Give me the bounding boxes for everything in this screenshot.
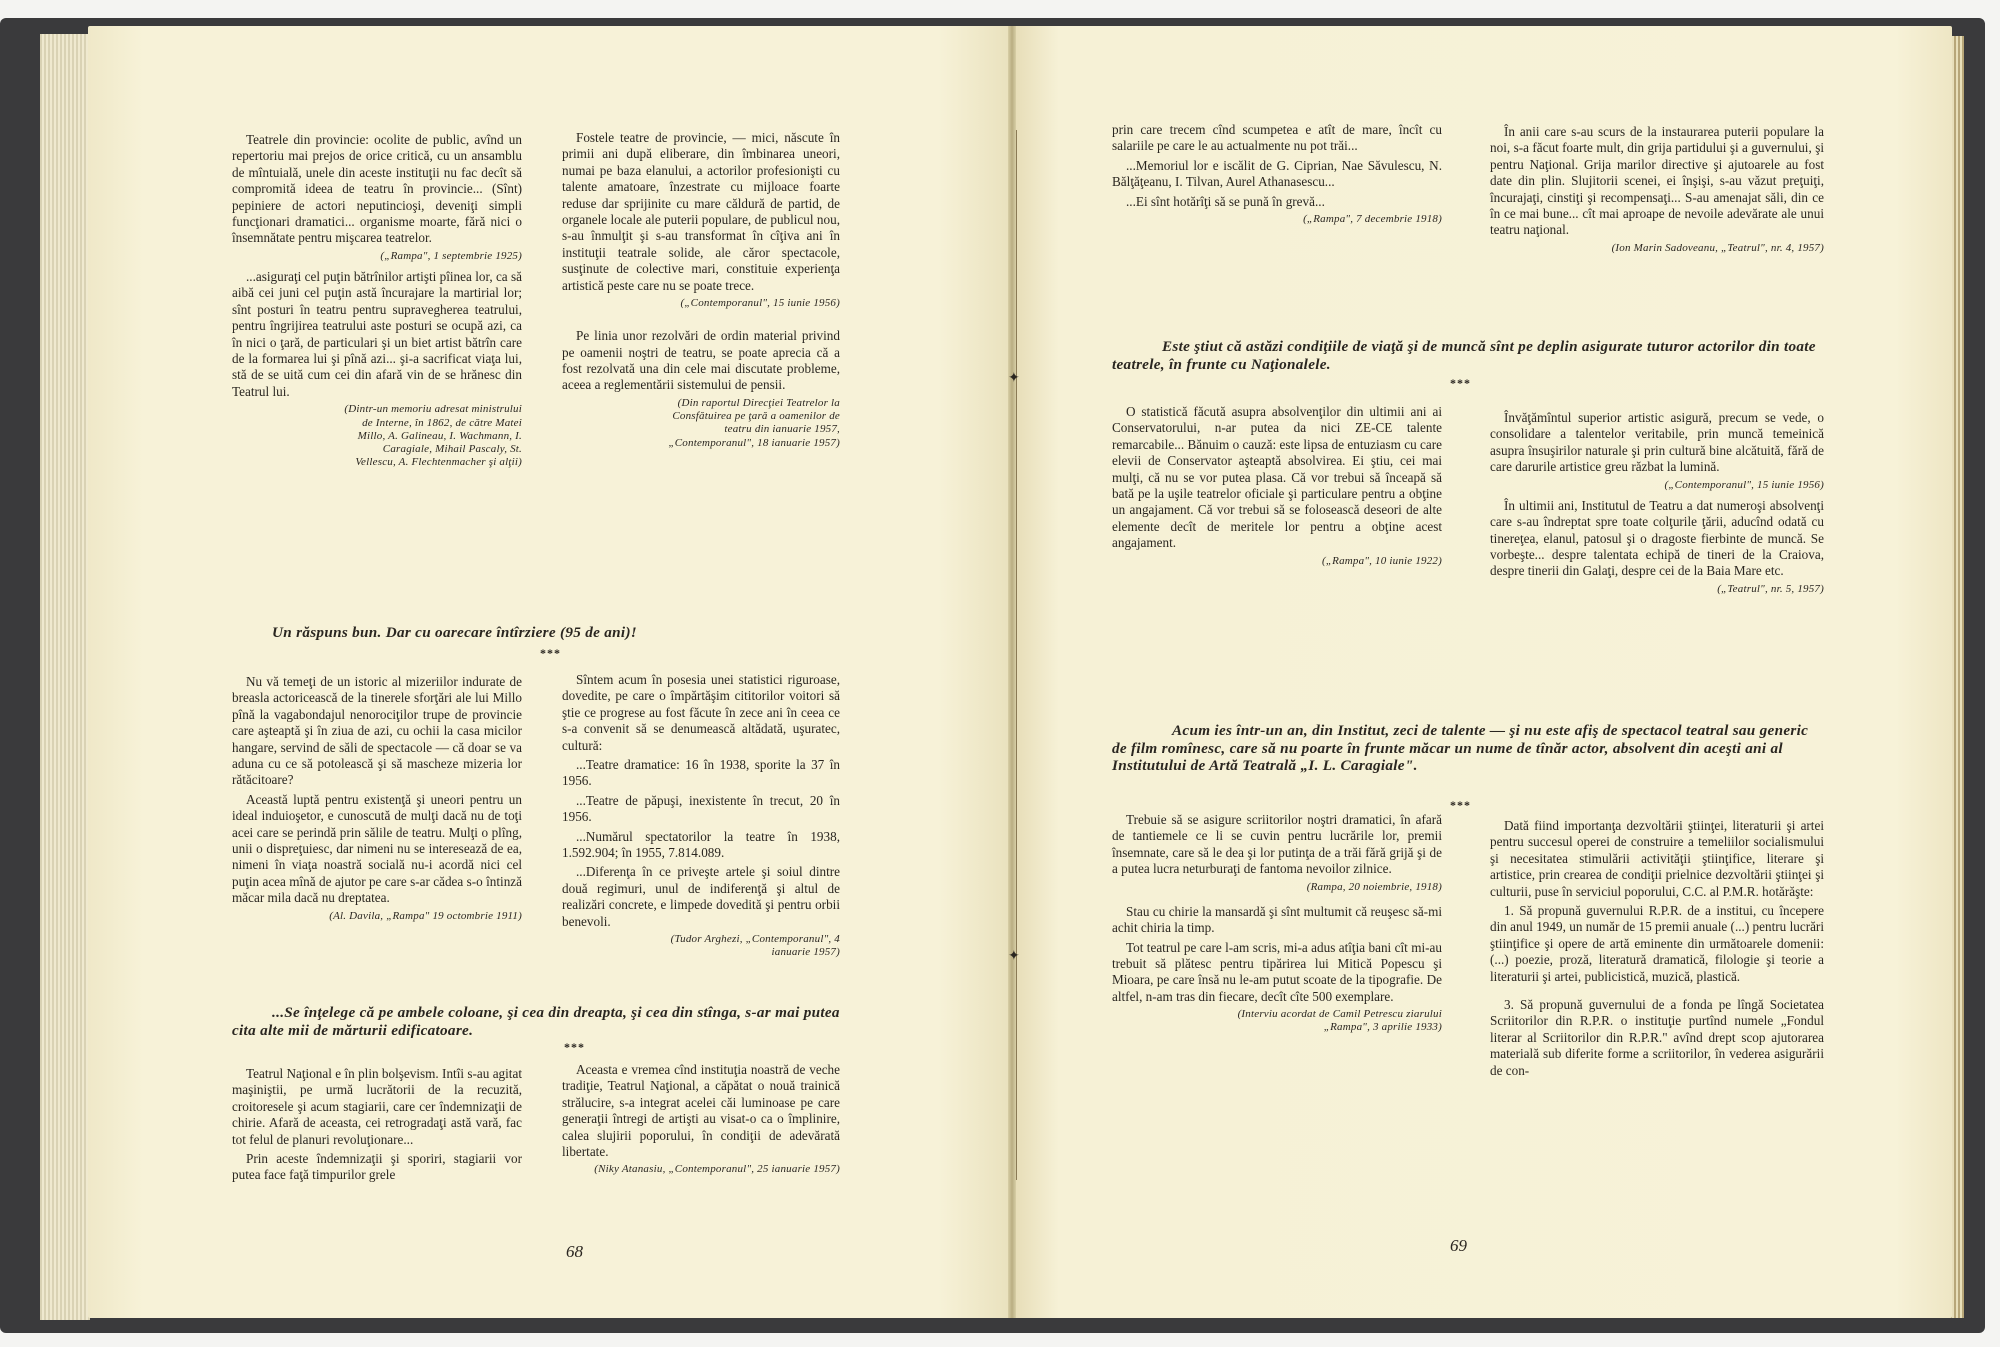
source-citation: („Rampa", 7 decembrie 1918) — [1303, 213, 1442, 226]
paragraph: ...Diferenţa în ce priveşte artele şi soiul dintre două regimuri, unul de indiferenţă şi altul de realizări concrete, e limpede dovedită şi pentru orbii benevoli. — [562, 864, 840, 929]
source-citation: („Rampa", 1 septembrie 1925) — [380, 249, 522, 262]
paragraph: Pe linia unor rezolvări de ordin material privind pe oamenii noştri de teatru, se poate aprecia că a fost rezolvată una din cele mai discutate probleme, aceea a reglementării sistemului de pensii. — [562, 328, 840, 393]
separator-stars: *** — [1450, 798, 1471, 812]
source-citation: (Interviu acordat de Camil Petrescu ziarului „Rampa", 3 aprilie 1933) — [1237, 1008, 1442, 1034]
left-col2-top — [562, 130, 840, 456]
paragraph: Această luptă pentru existenţă şi uneori pentru un ideal induioşetor, e cunoscută de mulţi dacă nu de toţi acei care se perindă prin sălile de teatru. Mulţi o plîng, unii o dispreţuiesc, dar nimeni nu se interesează de ea, nimeni în viaţa noastră socială nu-i acordă nici cel puţin acea mînă de ajutor pe care s-ar cădea s-o întinză măcar mila dacă nu dreptatea. — [232, 791, 522, 906]
paragraph: În anii care s-au scurs de la instaurarea puterii populare la noi, s-a făcut foarte mult, din grija partidului şi a guvernului, şi pentru Naţional. Grija marilor directive şi ajutoarele au fost date din plin. Slujitorii scenei, ei înşişi, s-au văzut preţuiţi, încurajaţi, cinstiţi şi recompensaţi... S-au amenajat săli, din ce în ce mai bune... cît mai aproape de nevoile adevărate ale unui teatru naţional. — [1490, 124, 1824, 238]
source-citation: (Tudor Arghezi, „Contemporanul", 4 ianuarie 1957) — [670, 933, 840, 959]
source-citation: (Niky Atanasiu, „Contemporanul", 25 ianuarie 1957) — [594, 1163, 840, 1176]
right-col1-mid — [1112, 404, 1442, 574]
paragraph: 1. Să propună guvernului R.P.R. de a institui, cu începere din anul 1949, un număr de 15 premii anuale (...) pentru lucrări ştiinţifice şi opere de artă eminente din următoarele domenii: (...) poezie, proză, literatură dramatică, filologie şi teorie a literaturii şi artei, publicistică, muzică, plastică. — [1490, 903, 1824, 984]
paragraph: Teatrul Naţional e în plin bolşevism. Intîi s-au agitat maşiniştii, pe urmă lucrătorii de la recuzită, croitoresele şi acum stagiarii, care cer îndemnizaţii de chirie. Afară de aceasta, cei retrogradaţi astă vară, fac tot felul de planuri revoluţionare... — [232, 1066, 522, 1147]
left-col2-mid — [562, 672, 840, 966]
section-heading: Acum ies într-un an, din Institut, zeci de talente — şi nu este afiş de spectacol teatral sau generic de film romînesc, care să nu poarte în frunte măcar un nume de tînăr actor, absolvent din aceşti ani al Institutului de Artă Teatrală „I. L. Caragiale". — [1112, 722, 1809, 774]
paragraph: Aceasta e vremea cînd instituţia noastră de veche tradiţie, Teatrul Naţional, a căpătat o nouă trainică strălucire, s-a integrat acelei căi luminoase pe care generaţii întregi de artişti au visat-o ca o împlinire, calea slujirii poporului, în condiţii de adevărată libertate. — [562, 1062, 840, 1160]
paragraph: Dată fiind importanţa dezvoltării ştiinţei, literaturii şi artei pentru succesul operei de construire a temeliilor socialismului şi necesitatea stimulării activităţii ştiinţifice, literare şi artistice, prin crearea de condiţii prielnice dezvoltării ştiinţei şi culturii, puse în serviciul poporului, C.C. al P.M.R. hotărăşte: — [1490, 818, 1824, 899]
paragraph: prin care trecem cînd scumpetea e atît de mare, încît cu salariile pe care le au actualmente nu pot trăi... — [1112, 122, 1442, 154]
left-col1-mid — [232, 674, 522, 929]
paragraph: ...Memoriul lor e iscălit de G. Ciprian, Nae Săvulescu, N. Bălţăţeanu, I. Tilvan, Aurel Athanasescu... — [1112, 157, 1442, 190]
paragraph: ...Teatre dramatice: 16 în 1938, sporite la 37 în 1956. — [562, 757, 840, 789]
source-citation: (Dintr-un memoriu adresat ministrului de Interne, în 1862, de către Matei Millo, A. Galineau, I. Wachmann, I. Caragiale, Mihail Pascaly, St. Vellescu, A. Flechtenmacher şi alţii) — [344, 403, 522, 469]
book-gutter — [1008, 26, 1016, 1318]
page-number: 69 — [1450, 1236, 1467, 1255]
separator-stars: *** — [564, 1040, 585, 1054]
source-citation: („Teatrul", nr. 5, 1957) — [1717, 582, 1824, 595]
paragraph: ...Teatre de păpuşi, inexistente în trecut, 20 în 1956. — [562, 792, 840, 825]
page-number: 68 — [566, 1242, 583, 1261]
binding-thread — [1016, 130, 1017, 1180]
binding-stitch-icon: ✦ — [1008, 371, 1020, 386]
right-col1-bot — [1112, 812, 1442, 1041]
paragraph: Fostele teatre de provincie, — mici, născute în primii ani după eliberare, din îmbinarea uneori, numai pe baza elanului, a actorilor profesionişti cu talente amatoare, înzestrate cu mijloace foarte reduse dar sprijinite cu mare căldură de partid, de organele locale ale puterii populare, de publicul nou, s-au înmulţit şi s-au transformat în cîţiva ani în instituţii teatrale solide, ale căror spectacole, susţinute de colective mari, constituie experienţa artistică peste care nu se poate trece. — [562, 130, 840, 293]
binding-stitch-icon: ✦ — [1008, 949, 1020, 964]
section-heading: Este ştiut că astăzi condiţiile de viaţă şi de muncă sînt pe deplin asigurate tuturor actorilor din toate teatrele, în frunte cu Naţionalele. — [1112, 338, 1816, 373]
paragraph: Nu vă temeţi de un istoric al mizeriilor indurate de breasla actoricească de la tinerele sforţări ale lui Millo pînă la vagabondajul nenorociţilor trupe de provincie care aşteaptă şi în ziua de azi, cu ochii la casa micilor hangare, servind de săli de spectacole — că doar se va aduna cu ce să potolească şi să mascheze mizeria lor rătăcitoare? — [232, 674, 522, 788]
source-citation: („Contemporanul", 15 iunie 1956) — [1664, 478, 1824, 491]
left-col1-top — [232, 132, 522, 475]
paragraph: O statistică făcută asupra absolvenţilor din ultimii ani ai Conservatorului, n-ar putea da nici ZE-CE talente remarcabile... Bănuim o cauză: este lipsa de entuziasm cu care elevii de Conservator aşteaptă absolvirea. Ei ştiu, cei mai mulţi, că nu se vor putea plasa. Că vor trebui să înceapă să bată pe la uşile teatrelor oficiale şi particulare pentru a obţine un angajament. Că vor trebui să se folosească deseori de alte elemente decît de meritele lor pentru a obţine acest angajament. — [1112, 404, 1442, 551]
source-citation: („Rampa", 10 iunie 1922) — [1321, 554, 1442, 567]
source-citation: (Rampa, 20 noiembrie, 1918) — [1306, 880, 1442, 893]
right-col2-top — [1490, 124, 1824, 261]
page-edges-left — [40, 34, 90, 1320]
paragraph: ...Numărul spectatorilor la teatre în 1938, 1.592.904; în 1955, 7.814.089. — [562, 828, 840, 861]
source-citation: („Contemporanul", 15 iunie 1956) — [680, 297, 840, 310]
source-citation: (Ion Marin Sadoveanu, „Teatrul", nr. 4, 1957) — [1611, 241, 1824, 254]
paragraph: Învăţămîntul superior artistic asigură, precum se vede, o consolidare a talentelor veritabile, prin muncă temeinică asupra însuşirilor naturale şi prin cultură bine alcătuită, fără de care darurile artistice greu răzbat la lumină. — [1490, 410, 1824, 475]
left-col2-bot — [562, 1062, 840, 1183]
section-heading: ...Se înţelege că pe ambele coloane, şi cea din dreapta, şi cea din stînga, s-ar mai putea cita alte mii de mărturii edificatoare. — [232, 1004, 840, 1039]
right-col2-bot — [1490, 818, 1824, 1082]
left-col1-bot — [232, 1066, 522, 1187]
paragraph: 3. Să propună guvernului de a fonda pe lîngă Societatea Scriitorilor din R.P.R. o instituţie purtînd numele „Fondul literar al Scriitorilor din R.P.R." avînd drept scop ajutorarea materială sub diferite forme a scriitorilor, în vederea asigurării de con- — [1490, 997, 1824, 1078]
separator-stars: *** — [1450, 376, 1471, 390]
separator-stars: *** — [540, 646, 561, 660]
left-page — [88, 26, 1012, 1318]
source-citation: (Al. Davila, „Rampa" 19 octombrie 1911) — [329, 909, 522, 922]
page-edges-right — [1950, 36, 1964, 1318]
section-heading: Un răspuns bun. Dar cu oarecare întîrziere (95 de ani)! — [272, 624, 638, 641]
paragraph: Trebuie să se asigure scriitorilor noştri dramatici, în afară de tantiemele ce li se cuvin pentru lucrările lor, premii însemnate, care să le dea şi lor putinţa de a trăi fără grijă şi de a putea lucra neturburaţi de fantoma nevoilor zilnice. — [1112, 812, 1442, 877]
paragraph: Stau cu chirie la mansardă şi sînt multumit că reuşesc să-mi achit chiria la timp. — [1112, 903, 1442, 936]
paragraph: În ultimii ani, Institutul de Teatru a dat numeroşi absolvenţi care s-au îndreptat spre toate colţurile ţării, aducînd odată cu tinereţea, elanul, patosul şi o dragoste fierbinte de muncă. Se vorbeşte... despre talentata echipă de tineri de la Craiova, despre tinerii din Galaţi, despre cei de la Baia Mare etc. — [1490, 497, 1824, 579]
paragraph: Prin aceste îndemnizaţii şi sporiri, stagiarii vor putea face faţă timpurilor grele — [232, 1151, 522, 1183]
paragraph: ...asiguraţi cel puţin bătrînilor artişti pîinea lor, ca să aibă cei juni cel puţin astă încurajare la martirial lor; sînt posturi în teatru pentru supravegherea teatrului, pentru îngrijirea teatrului aste posturi se ocupă azi, ca în nici o ţară, de particulari şi un biet artist bătrîn care de la formarea lui şi pînă azi... şi-a sacrificat viaţa lui, stă de se uită cum cei din afară vin de se hrănesc din Teatrul lui. — [232, 269, 522, 399]
paragraph: Teatrele din provincie: ocolite de public, avînd un repertoriu mai prejos de orice critică, cu un ansamblu de mîntuială, unele din aceste instituţii nu fac decît să compromită ideea de teatru în provincie... (Sînt) pepiniere de actori neputincioşi, deveniţi simpli funcţionari dramatici... organisme moarte, fără nici o însemnătate pentru mişcarea teatrelor. — [232, 132, 522, 246]
right-col1-top — [1112, 122, 1442, 232]
paragraph: Tot teatrul pe care l-am scris, mi-a adus atîţia bani cît mi-au trebuit să plătesc pentru tipărirea lui Mitică Popescu şi Mioara, pe care însă nu le-am putut scoate de la tipografie. De altfel, n-am tras din fiecare, decît cîte 500 exemplare. — [1112, 939, 1442, 1004]
paragraph: Sîntem acum în posesia unei statistici riguroase, dovedite, pe care o împărtăşim cititorilor voitori să ştie ce progrese au fost făcute în zece ani în ceea ce s-a convenit să se denumească altădată, uşuratec, cultură: — [562, 672, 840, 753]
paragraph: ...Ei sînt hotărîţi să se pună în grevă... — [1126, 193, 1325, 209]
right-page — [1012, 26, 1952, 1318]
source-citation: (Din raportul Direcţiei Teatrelor la Consfătuirea pe ţară a oamenilor de teatru din ianuarie 1957, „Contemporanul", 18 ianuarie 1957) — [668, 396, 840, 449]
right-col2-mid — [1490, 410, 1824, 602]
